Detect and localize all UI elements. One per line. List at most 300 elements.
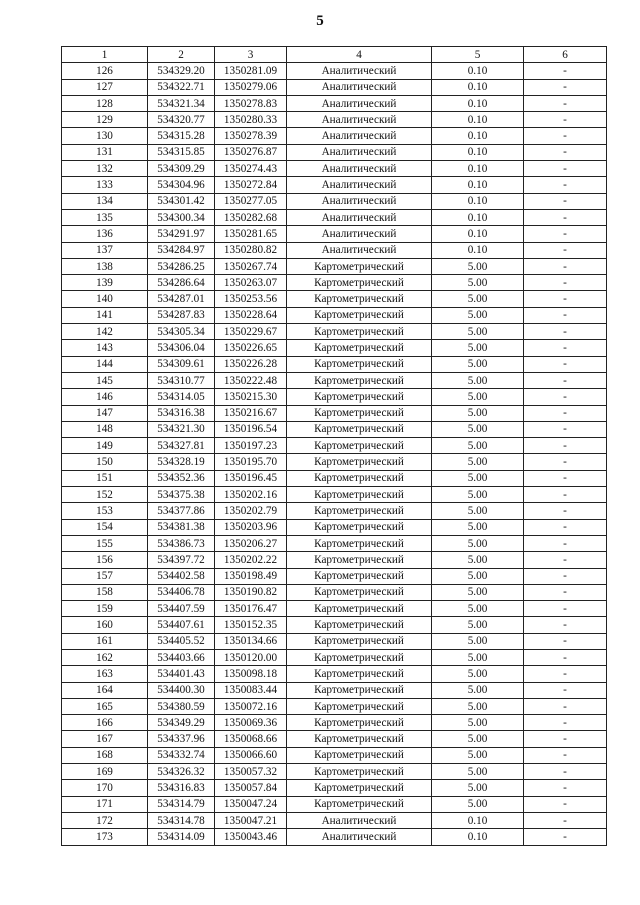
header-cell-3: 3	[215, 47, 287, 63]
table-row	[62, 568, 607, 584]
x-coordinate-cell: 534314.78	[148, 812, 215, 828]
point-number-cell: 139	[62, 275, 148, 291]
note-cell: -	[524, 747, 607, 763]
table-row	[62, 649, 607, 665]
y-coordinate-cell: 1350190.82	[215, 584, 287, 600]
table-row	[62, 715, 607, 731]
method-cell: Картометрический	[287, 617, 432, 633]
table-row	[62, 421, 607, 437]
note-cell: -	[524, 144, 607, 160]
y-coordinate-cell: 1350281.65	[215, 226, 287, 242]
y-coordinate-cell: 1350222.48	[215, 372, 287, 388]
x-coordinate-cell: 534329.20	[148, 63, 215, 79]
x-coordinate-cell: 534405.52	[148, 633, 215, 649]
table-row	[62, 177, 607, 193]
method-cell: Картометрический	[287, 780, 432, 796]
y-coordinate-cell: 1350057.84	[215, 780, 287, 796]
table-row	[62, 95, 607, 111]
accuracy-cell: 5.00	[432, 796, 524, 812]
point-number-cell: 155	[62, 535, 148, 551]
accuracy-cell: 5.00	[432, 372, 524, 388]
point-number-cell: 172	[62, 812, 148, 828]
method-cell: Аналитический	[287, 161, 432, 177]
note-cell: -	[524, 568, 607, 584]
x-coordinate-cell: 534407.59	[148, 601, 215, 617]
note-cell: -	[524, 161, 607, 177]
accuracy-cell: 5.00	[432, 324, 524, 340]
point-number-cell: 161	[62, 633, 148, 649]
table-row	[62, 242, 607, 258]
note-cell: -	[524, 649, 607, 665]
point-number-cell: 146	[62, 389, 148, 405]
accuracy-cell: 0.10	[432, 95, 524, 111]
table-row	[62, 584, 607, 600]
note-cell: -	[524, 340, 607, 356]
method-cell: Картометрический	[287, 649, 432, 665]
x-coordinate-cell: 534320.77	[148, 112, 215, 128]
point-number-cell: 156	[62, 552, 148, 568]
note-cell: -	[524, 372, 607, 388]
method-cell: Картометрический	[287, 307, 432, 323]
note-cell: -	[524, 503, 607, 519]
method-cell: Аналитический	[287, 209, 432, 225]
method-cell: Картометрический	[287, 454, 432, 470]
x-coordinate-cell: 534377.86	[148, 503, 215, 519]
header-cell-6: 6	[524, 47, 607, 63]
table-row	[62, 193, 607, 209]
note-cell: -	[524, 633, 607, 649]
table-row	[62, 144, 607, 160]
x-coordinate-cell: 534402.58	[148, 568, 215, 584]
table-row	[62, 63, 607, 79]
x-coordinate-cell: 534301.42	[148, 193, 215, 209]
note-cell: -	[524, 470, 607, 486]
note-cell: -	[524, 552, 607, 568]
header-cell-1: 1	[62, 47, 148, 63]
point-number-cell: 144	[62, 356, 148, 372]
y-coordinate-cell: 1350281.09	[215, 63, 287, 79]
table-row	[62, 796, 607, 812]
note-cell: -	[524, 95, 607, 111]
accuracy-cell: 5.00	[432, 503, 524, 519]
table-row	[62, 633, 607, 649]
note-cell: -	[524, 666, 607, 682]
accuracy-cell: 5.00	[432, 487, 524, 503]
method-cell: Картометрический	[287, 421, 432, 437]
note-cell: -	[524, 617, 607, 633]
header-cell-5: 5	[432, 47, 524, 63]
accuracy-cell: 5.00	[432, 356, 524, 372]
point-number-cell: 147	[62, 405, 148, 421]
y-coordinate-cell: 1350276.87	[215, 144, 287, 160]
method-cell: Картометрический	[287, 747, 432, 763]
table-row	[62, 812, 607, 828]
point-number-cell: 141	[62, 307, 148, 323]
y-coordinate-cell: 1350068.66	[215, 731, 287, 747]
accuracy-cell: 5.00	[432, 731, 524, 747]
accuracy-cell: 5.00	[432, 340, 524, 356]
point-number-cell: 159	[62, 601, 148, 617]
x-coordinate-cell: 534316.38	[148, 405, 215, 421]
accuracy-cell: 5.00	[432, 764, 524, 780]
accuracy-cell: 0.10	[432, 812, 524, 828]
point-number-cell: 168	[62, 747, 148, 763]
method-cell: Картометрический	[287, 764, 432, 780]
point-number-cell: 134	[62, 193, 148, 209]
method-cell: Картометрический	[287, 568, 432, 584]
accuracy-cell: 5.00	[432, 698, 524, 714]
x-coordinate-cell: 534380.59	[148, 698, 215, 714]
x-coordinate-cell: 534287.01	[148, 291, 215, 307]
x-coordinate-cell: 534321.34	[148, 95, 215, 111]
method-cell: Аналитический	[287, 177, 432, 193]
accuracy-cell: 0.10	[432, 161, 524, 177]
accuracy-cell: 5.00	[432, 552, 524, 568]
method-cell: Картометрический	[287, 535, 432, 551]
point-number-cell: 138	[62, 258, 148, 274]
x-coordinate-cell: 534310.77	[148, 372, 215, 388]
accuracy-cell: 5.00	[432, 421, 524, 437]
accuracy-cell: 5.00	[432, 405, 524, 421]
method-cell: Картометрический	[287, 340, 432, 356]
point-number-cell: 136	[62, 226, 148, 242]
table-row	[62, 324, 607, 340]
accuracy-cell: 5.00	[432, 535, 524, 551]
y-coordinate-cell: 1350278.39	[215, 128, 287, 144]
x-coordinate-cell: 534316.83	[148, 780, 215, 796]
note-cell: -	[524, 63, 607, 79]
method-cell: Картометрический	[287, 405, 432, 421]
table-header-row	[62, 47, 607, 63]
accuracy-cell: 5.00	[432, 682, 524, 698]
note-cell: -	[524, 829, 607, 845]
table-row	[62, 780, 607, 796]
x-coordinate-cell: 534328.19	[148, 454, 215, 470]
accuracy-cell: 0.10	[432, 226, 524, 242]
x-coordinate-cell: 534326.32	[148, 764, 215, 780]
y-coordinate-cell: 1350152.35	[215, 617, 287, 633]
accuracy-cell: 5.00	[432, 519, 524, 535]
note-cell: -	[524, 209, 607, 225]
method-cell: Аналитический	[287, 242, 432, 258]
y-coordinate-cell: 1350215.30	[215, 389, 287, 405]
note-cell: -	[524, 389, 607, 405]
table-row	[62, 275, 607, 291]
table-row	[62, 503, 607, 519]
point-number-cell: 153	[62, 503, 148, 519]
y-coordinate-cell: 1350202.79	[215, 503, 287, 519]
point-number-cell: 158	[62, 584, 148, 600]
note-cell: -	[524, 682, 607, 698]
y-coordinate-cell: 1350202.16	[215, 487, 287, 503]
x-coordinate-cell: 534309.29	[148, 161, 215, 177]
x-coordinate-cell: 534400.30	[148, 682, 215, 698]
y-coordinate-cell: 1350134.66	[215, 633, 287, 649]
y-coordinate-cell: 1350072.16	[215, 698, 287, 714]
x-coordinate-cell: 534315.85	[148, 144, 215, 160]
accuracy-cell: 5.00	[432, 747, 524, 763]
accuracy-cell: 5.00	[432, 601, 524, 617]
x-coordinate-cell: 534397.72	[148, 552, 215, 568]
y-coordinate-cell: 1350226.28	[215, 356, 287, 372]
accuracy-cell: 0.10	[432, 193, 524, 209]
note-cell: -	[524, 487, 607, 503]
x-coordinate-cell: 534386.73	[148, 535, 215, 551]
point-number-cell: 165	[62, 698, 148, 714]
note-cell: -	[524, 405, 607, 421]
point-number-cell: 135	[62, 209, 148, 225]
x-coordinate-cell: 534305.34	[148, 324, 215, 340]
table-row	[62, 112, 607, 128]
y-coordinate-cell: 1350272.84	[215, 177, 287, 193]
x-coordinate-cell: 534349.29	[148, 715, 215, 731]
method-cell: Картометрический	[287, 356, 432, 372]
method-cell: Картометрический	[287, 291, 432, 307]
y-coordinate-cell: 1350216.67	[215, 405, 287, 421]
table-row	[62, 79, 607, 95]
point-number-cell: 127	[62, 79, 148, 95]
accuracy-cell: 0.10	[432, 79, 524, 95]
note-cell: -	[524, 356, 607, 372]
y-coordinate-cell: 1350226.65	[215, 340, 287, 356]
note-cell: -	[524, 584, 607, 600]
x-coordinate-cell: 534406.78	[148, 584, 215, 600]
note-cell: -	[524, 193, 607, 209]
point-number-cell: 129	[62, 112, 148, 128]
table-row	[62, 829, 607, 845]
note-cell: -	[524, 731, 607, 747]
y-coordinate-cell: 1350057.32	[215, 764, 287, 780]
note-cell: -	[524, 324, 607, 340]
accuracy-cell: 5.00	[432, 307, 524, 323]
accuracy-cell: 5.00	[432, 584, 524, 600]
point-number-cell: 148	[62, 421, 148, 437]
accuracy-cell: 0.10	[432, 177, 524, 193]
accuracy-cell: 5.00	[432, 438, 524, 454]
y-coordinate-cell: 1350278.83	[215, 95, 287, 111]
method-cell: Аналитический	[287, 95, 432, 111]
note-cell: -	[524, 519, 607, 535]
method-cell: Картометрический	[287, 438, 432, 454]
x-coordinate-cell: 534352.36	[148, 470, 215, 486]
table-row	[62, 307, 607, 323]
point-number-cell: 166	[62, 715, 148, 731]
point-number-cell: 149	[62, 438, 148, 454]
table-row	[62, 487, 607, 503]
note-cell: -	[524, 796, 607, 812]
y-coordinate-cell: 1350195.70	[215, 454, 287, 470]
point-number-cell: 154	[62, 519, 148, 535]
note-cell: -	[524, 291, 607, 307]
x-coordinate-cell: 534403.66	[148, 649, 215, 665]
table-row	[62, 340, 607, 356]
y-coordinate-cell: 1350066.60	[215, 747, 287, 763]
point-number-cell: 173	[62, 829, 148, 845]
note-cell: -	[524, 242, 607, 258]
method-cell: Картометрический	[287, 258, 432, 274]
point-number-cell: 162	[62, 649, 148, 665]
y-coordinate-cell: 1350277.05	[215, 193, 287, 209]
accuracy-cell: 0.10	[432, 144, 524, 160]
method-cell: Аналитический	[287, 812, 432, 828]
x-coordinate-cell: 534381.38	[148, 519, 215, 535]
point-number-cell: 160	[62, 617, 148, 633]
note-cell: -	[524, 535, 607, 551]
y-coordinate-cell: 1350083.44	[215, 682, 287, 698]
table-row	[62, 389, 607, 405]
point-number-cell: 131	[62, 144, 148, 160]
table-row	[62, 731, 607, 747]
accuracy-cell: 5.00	[432, 258, 524, 274]
table-row	[62, 552, 607, 568]
y-coordinate-cell: 1350069.36	[215, 715, 287, 731]
note-cell: -	[524, 601, 607, 617]
y-coordinate-cell: 1350280.82	[215, 242, 287, 258]
x-coordinate-cell: 534315.28	[148, 128, 215, 144]
point-number-cell: 132	[62, 161, 148, 177]
point-number-cell: 126	[62, 63, 148, 79]
method-cell: Картометрический	[287, 584, 432, 600]
table-row	[62, 161, 607, 177]
accuracy-cell: 5.00	[432, 780, 524, 796]
accuracy-cell: 5.00	[432, 470, 524, 486]
method-cell: Картометрический	[287, 796, 432, 812]
note-cell: -	[524, 112, 607, 128]
accuracy-cell: 5.00	[432, 649, 524, 665]
x-coordinate-cell: 534286.64	[148, 275, 215, 291]
x-coordinate-cell: 534375.38	[148, 487, 215, 503]
note-cell: -	[524, 177, 607, 193]
accuracy-cell: 5.00	[432, 633, 524, 649]
y-coordinate-cell: 1350047.24	[215, 796, 287, 812]
x-coordinate-cell: 534300.34	[148, 209, 215, 225]
x-coordinate-cell: 534337.96	[148, 731, 215, 747]
x-coordinate-cell: 534287.83	[148, 307, 215, 323]
table-row	[62, 291, 607, 307]
table-row	[62, 470, 607, 486]
point-number-cell: 130	[62, 128, 148, 144]
accuracy-cell: 5.00	[432, 275, 524, 291]
method-cell: Аналитический	[287, 144, 432, 160]
accuracy-cell: 5.00	[432, 568, 524, 584]
x-coordinate-cell: 534321.30	[148, 421, 215, 437]
point-number-cell: 143	[62, 340, 148, 356]
point-number-cell: 142	[62, 324, 148, 340]
table-row	[62, 454, 607, 470]
x-coordinate-cell: 534327.81	[148, 438, 215, 454]
method-cell: Картометрический	[287, 470, 432, 486]
y-coordinate-cell: 1350206.27	[215, 535, 287, 551]
y-coordinate-cell: 1350274.43	[215, 161, 287, 177]
note-cell: -	[524, 307, 607, 323]
method-cell: Картометрический	[287, 552, 432, 568]
method-cell: Картометрический	[287, 633, 432, 649]
y-coordinate-cell: 1350228.64	[215, 307, 287, 323]
method-cell: Аналитический	[287, 79, 432, 95]
table-row	[62, 698, 607, 714]
accuracy-cell: 5.00	[432, 715, 524, 731]
note-cell: -	[524, 812, 607, 828]
x-coordinate-cell: 534306.04	[148, 340, 215, 356]
table-row	[62, 438, 607, 454]
table-body	[62, 47, 607, 846]
method-cell: Картометрический	[287, 389, 432, 405]
x-coordinate-cell: 534291.97	[148, 226, 215, 242]
note-cell: -	[524, 79, 607, 95]
point-number-cell: 151	[62, 470, 148, 486]
point-number-cell: 133	[62, 177, 148, 193]
accuracy-cell: 5.00	[432, 291, 524, 307]
table-row	[62, 764, 607, 780]
accuracy-cell: 5.00	[432, 666, 524, 682]
y-coordinate-cell: 1350043.46	[215, 829, 287, 845]
point-number-cell: 157	[62, 568, 148, 584]
x-coordinate-cell: 534304.96	[148, 177, 215, 193]
method-cell: Картометрический	[287, 715, 432, 731]
note-cell: -	[524, 128, 607, 144]
y-coordinate-cell: 1350203.96	[215, 519, 287, 535]
note-cell: -	[524, 421, 607, 437]
table-row	[62, 519, 607, 535]
y-coordinate-cell: 1350253.56	[215, 291, 287, 307]
method-cell: Картометрический	[287, 503, 432, 519]
table-row	[62, 535, 607, 551]
note-cell: -	[524, 698, 607, 714]
method-cell: Картометрический	[287, 487, 432, 503]
x-coordinate-cell: 534284.97	[148, 242, 215, 258]
x-coordinate-cell: 534314.79	[148, 796, 215, 812]
y-coordinate-cell: 1350047.21	[215, 812, 287, 828]
y-coordinate-cell: 1350280.33	[215, 112, 287, 128]
accuracy-cell: 0.10	[432, 112, 524, 128]
method-cell: Картометрический	[287, 666, 432, 682]
y-coordinate-cell: 1350267.74	[215, 258, 287, 274]
table-row	[62, 356, 607, 372]
table-row	[62, 666, 607, 682]
x-coordinate-cell: 534314.05	[148, 389, 215, 405]
method-cell: Картометрический	[287, 275, 432, 291]
accuracy-cell: 5.00	[432, 389, 524, 405]
x-coordinate-cell: 534286.25	[148, 258, 215, 274]
point-number-cell: 128	[62, 95, 148, 111]
method-cell: Картометрический	[287, 601, 432, 617]
note-cell: -	[524, 275, 607, 291]
point-number-cell: 137	[62, 242, 148, 258]
header-cell-2: 2	[148, 47, 215, 63]
method-cell: Картометрический	[287, 324, 432, 340]
x-coordinate-cell: 534309.61	[148, 356, 215, 372]
table-row	[62, 258, 607, 274]
point-number-cell: 140	[62, 291, 148, 307]
note-cell: -	[524, 715, 607, 731]
point-number-cell: 167	[62, 731, 148, 747]
method-cell: Картометрический	[287, 698, 432, 714]
x-coordinate-cell: 534322.71	[148, 79, 215, 95]
accuracy-cell: 5.00	[432, 454, 524, 470]
table-row	[62, 209, 607, 225]
method-cell: Картометрический	[287, 519, 432, 535]
method-cell: Картометрический	[287, 682, 432, 698]
accuracy-cell: 0.10	[432, 829, 524, 845]
coordinates-table	[61, 46, 607, 846]
table-row	[62, 601, 607, 617]
y-coordinate-cell: 1350198.49	[215, 568, 287, 584]
point-number-cell: 170	[62, 780, 148, 796]
method-cell: Аналитический	[287, 193, 432, 209]
point-number-cell: 163	[62, 666, 148, 682]
table-row	[62, 128, 607, 144]
note-cell: -	[524, 764, 607, 780]
